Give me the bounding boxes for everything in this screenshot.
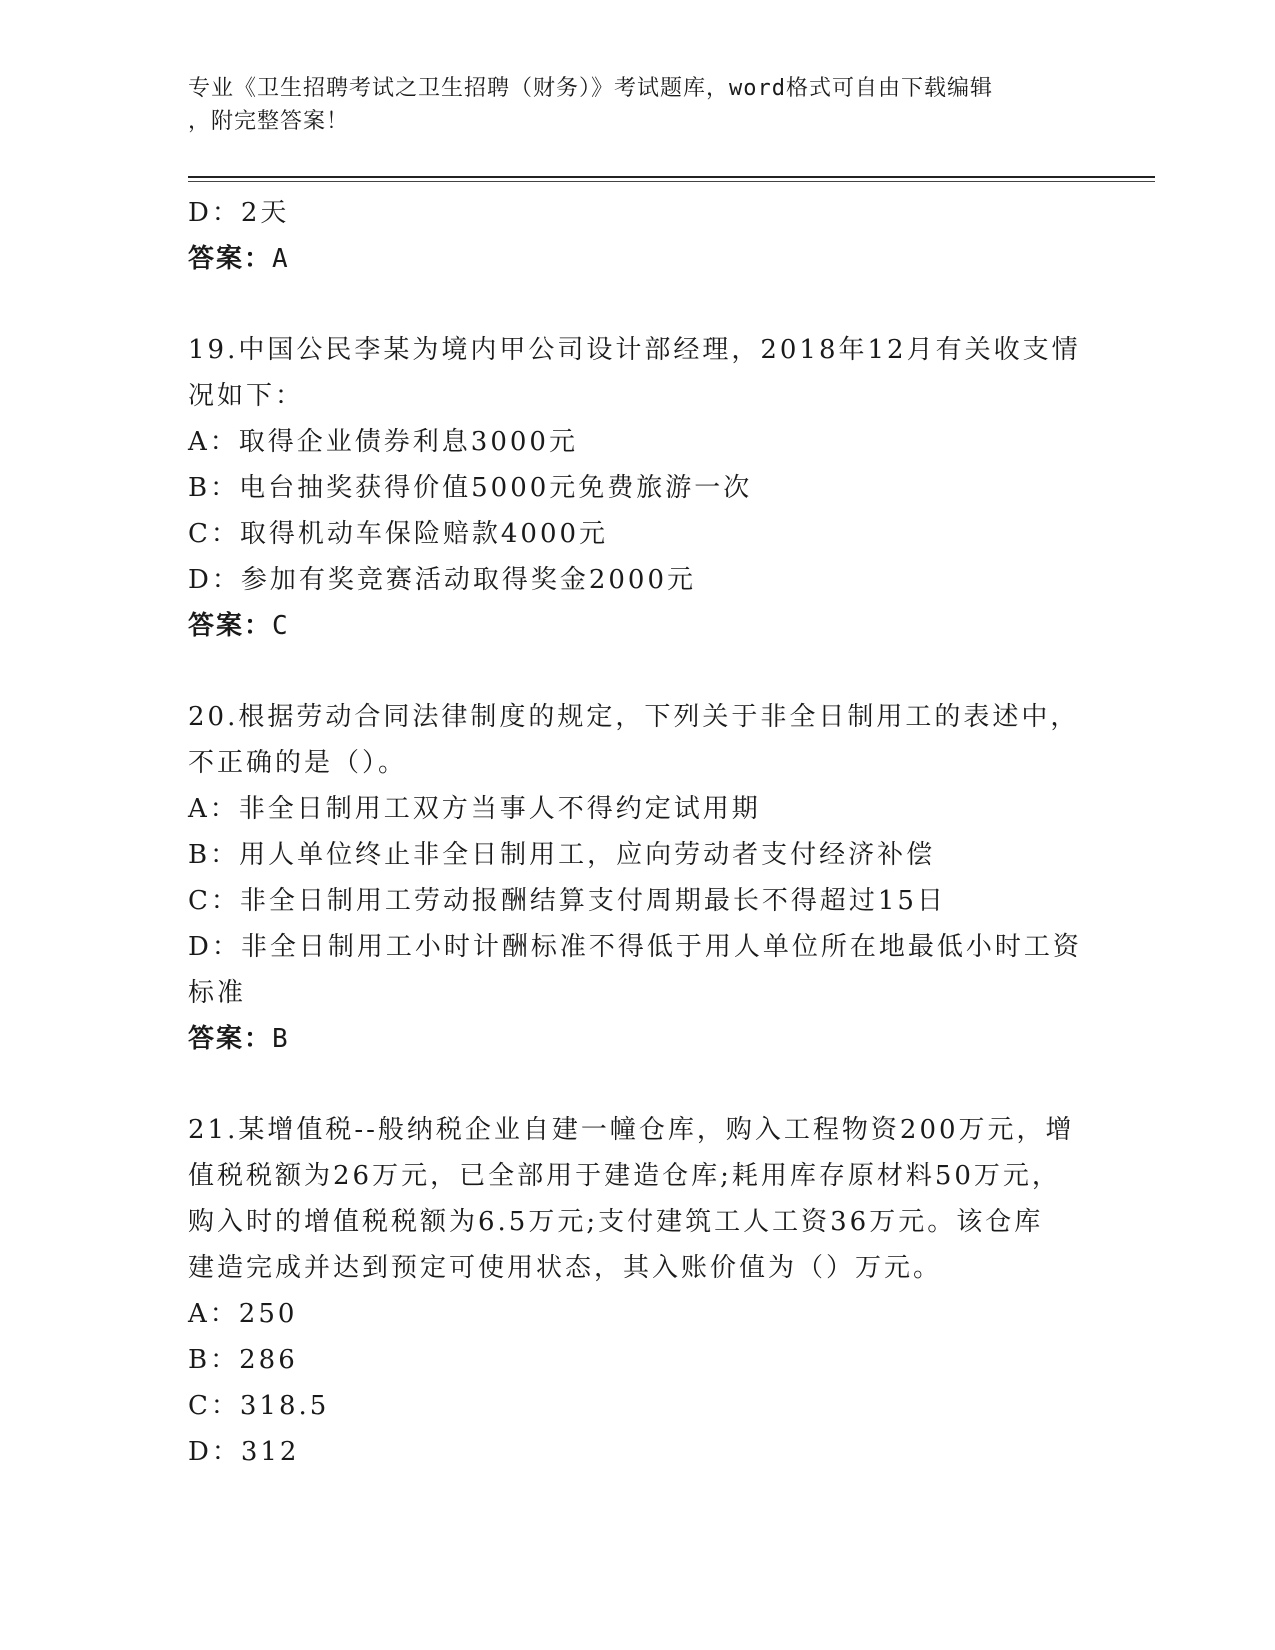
answer-value: A (272, 244, 290, 274)
option-a: A：非全日制用工双方当事人不得约定试用期 (188, 794, 761, 824)
header-divider-thin (188, 181, 1155, 182)
answer-label: 答案： (188, 1024, 273, 1054)
option-d: D：参加有奖竞赛活动取得奖金2000元 (188, 565, 697, 595)
header-title-line: 专业《卫生招聘考试之卫生招聘（财务）》考试题库，word格式可自由下载编辑 (188, 76, 993, 101)
question-text (188, 1107, 1088, 1291)
question-text-line: 值税税额为26万元，已全部用于建造仓库;耗用库存原材料50万元， (188, 1161, 1061, 1191)
question-20 (188, 694, 1088, 1062)
option-b: B：286 (188, 1345, 298, 1375)
answer-line (188, 603, 1088, 649)
question-19 (188, 327, 1088, 649)
question-text-line: 20.根据劳动合同法律制度的规定，下列关于非全日制用工的表述中， (188, 702, 1080, 732)
question-text-line: 建造完成并达到预定可使用状态，其入账价值为（）万元。 (188, 1253, 943, 1283)
question-text-line: 21.某增值税--般纳税企业自建一幢仓库，购入工程物资200万元，增 (188, 1115, 1075, 1145)
answer-line (188, 1016, 1088, 1062)
question-text-line: 19.中国公民李某为境内甲公司设计部经理，2018年12月有关收支情 (188, 335, 1081, 365)
option-d: D：非全日制用工小时计酬标准不得低于用人单位所在地最低小时工资 (188, 932, 1082, 962)
question-text-line: 不正确的是（）。 (188, 748, 408, 778)
question-text (188, 327, 1088, 419)
answer-label: 答案： (188, 611, 273, 641)
question-text (188, 694, 1088, 786)
page-header (188, 72, 1078, 138)
answer-line (188, 236, 1088, 282)
option-c: C：318.5 (188, 1391, 330, 1421)
option-b: B：用人单位终止非全日制用工，应向劳动者支付经济补偿 (188, 840, 936, 870)
option-b: B：电台抽奖获得价值5000元免费旅游一次 (188, 473, 753, 503)
answer-label: 答案： (188, 244, 273, 274)
option-d: D：312 (188, 1437, 300, 1467)
option-d: D：2天 (188, 198, 290, 228)
question-text-line: 购入时的增值税税额为6.5万元;支付建筑工人工资36万元。该仓库 (188, 1207, 1044, 1237)
option-c: C：非全日制用工劳动报酬结算支付周期最长不得超过15日 (188, 886, 946, 916)
answer-value: B (272, 1024, 290, 1054)
header-divider (188, 176, 1155, 178)
option-d-continued: 标准 (188, 978, 247, 1008)
option-c: C：取得机动车保险赔款4000元 (188, 519, 609, 549)
question-list (188, 190, 1088, 1475)
option-a: A：250 (188, 1299, 298, 1329)
answer-value: C (272, 611, 290, 641)
previous-question-tail (188, 190, 1088, 282)
option-a: A：取得企业债券利息3000元 (188, 427, 578, 457)
question-21 (188, 1107, 1088, 1475)
question-text-line: 况如下： (188, 381, 305, 411)
header-title-line: ，附完整答案！ (188, 109, 350, 134)
